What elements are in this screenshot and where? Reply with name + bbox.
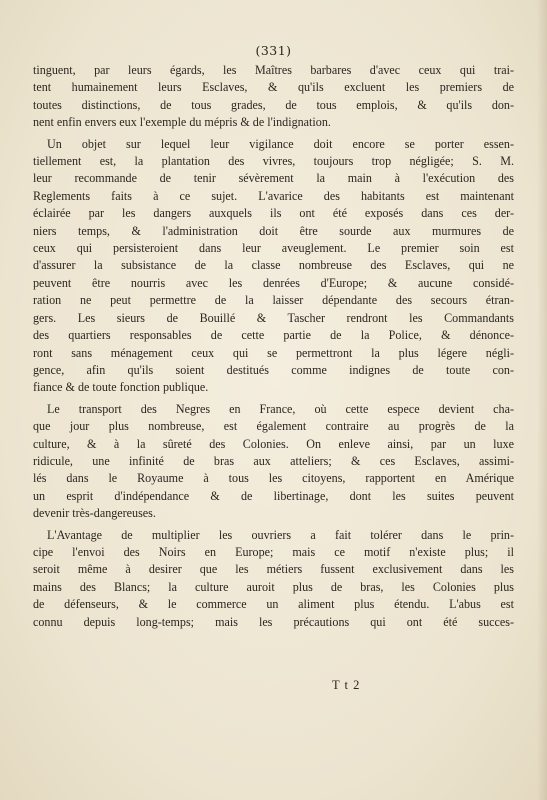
text-line: que jour plus nombreuse, est également contraire au progrès de la <box>33 419 514 434</box>
text-line: tent humainement leurs Esclaves, & qu'ils excluent les premiers de <box>33 80 514 95</box>
text-line: lés dans le Royaume à tous les citoyens, rapportent en Amérique <box>33 471 514 486</box>
text-line: un esprit d'indépendance & de libertinage, dont les suites peuvent <box>33 488 514 503</box>
text-line: toutes distinctions, de tous grades, de tous emplois, & qu'ils don- <box>33 97 514 112</box>
text-line: Le transport des Negres en France, où cette espece devient cha- <box>47 401 514 416</box>
text-line: cipe l'envoi des Noirs en Europe; mais ce motif n'existe plus; il <box>33 544 514 559</box>
text-line: mains des Blancs; la culture auroit plus de bras, les Colonies plus <box>33 579 514 594</box>
text-line: éclairée par les dangers auxquels ils ont été exposés dans ces der- <box>33 206 514 221</box>
text-line: des quartiers responsables de cette partie de la Police, & dénonce- <box>33 328 514 343</box>
text-line: de défenseurs, & le commerce un aliment plus étendu. L'abus est <box>33 597 514 612</box>
text-line: ration ne peut permettre de la laisser dépendante des secours étran- <box>33 293 514 308</box>
page-number: (331) <box>255 43 292 58</box>
text-line: peuvent être nourris avec les denrées d'Europe; & aucune considé- <box>33 275 514 290</box>
text-line: gence, afin qu'ils soient destitués comme indignes de toute con- <box>33 362 514 377</box>
text-line: connu depuis long-temps; mais les précautions qui ont été succes- <box>33 614 514 629</box>
text-line: nent enfin envers eux l'exemple du mépris & de l'indignation. <box>33 115 331 130</box>
page-edge-shadow <box>537 0 547 800</box>
text-line: Un objet sur lequel leur vigilance doit encore se porter essen- <box>47 136 514 151</box>
text-line: fiance & de toute fonction publique. <box>33 380 209 395</box>
text-line: niers temps, & l'administration doit être sourde aux murmures de <box>33 223 514 238</box>
text-line: tinguent, par leurs égards, les Maîtres barbares d'avec ceux qui trai- <box>33 63 514 77</box>
text-line: devenir très-dangereuses. <box>33 506 156 521</box>
text-line: seroit même à desirer que les métiers fussent exclusivement dans les <box>33 562 514 577</box>
text-line: ront sans ménagement ceux qui se permettront la plus légere négli- <box>33 345 514 360</box>
text-line: ceux qui persisteroient dans leur aveuglement. Le premier soin est <box>33 241 514 256</box>
text-line: culture, & à la sûreté des Colonies. On enleve ainsi, par un luxe <box>33 436 514 451</box>
text-line: Reglements faits à ce sujet. L'avarice des habitants est maintenant <box>33 188 514 203</box>
text-line: leur recommande de tenir sévèrement la main à l'exécution des <box>33 171 514 186</box>
text-line: tiellement est, la plantation des vivres, toujours trop négligée; S. M. <box>33 154 514 169</box>
text-line: L'Avantage de multiplier les ouvriers a fait tolérer dans le prin- <box>47 527 514 542</box>
signature-mark: T t 2 <box>332 678 361 692</box>
text-line: d'assurer la subsistance de la classe nombreuse des Esclaves, qui ne <box>33 258 514 273</box>
text-line: gers. Les sieurs de Bouillé & Tascher rendront les Commandants <box>33 310 514 325</box>
text-line: ridicule, une infinité de bras aux atteliers; & ces Esclaves, assimi- <box>33 453 514 468</box>
body-text <box>33 62 514 631</box>
